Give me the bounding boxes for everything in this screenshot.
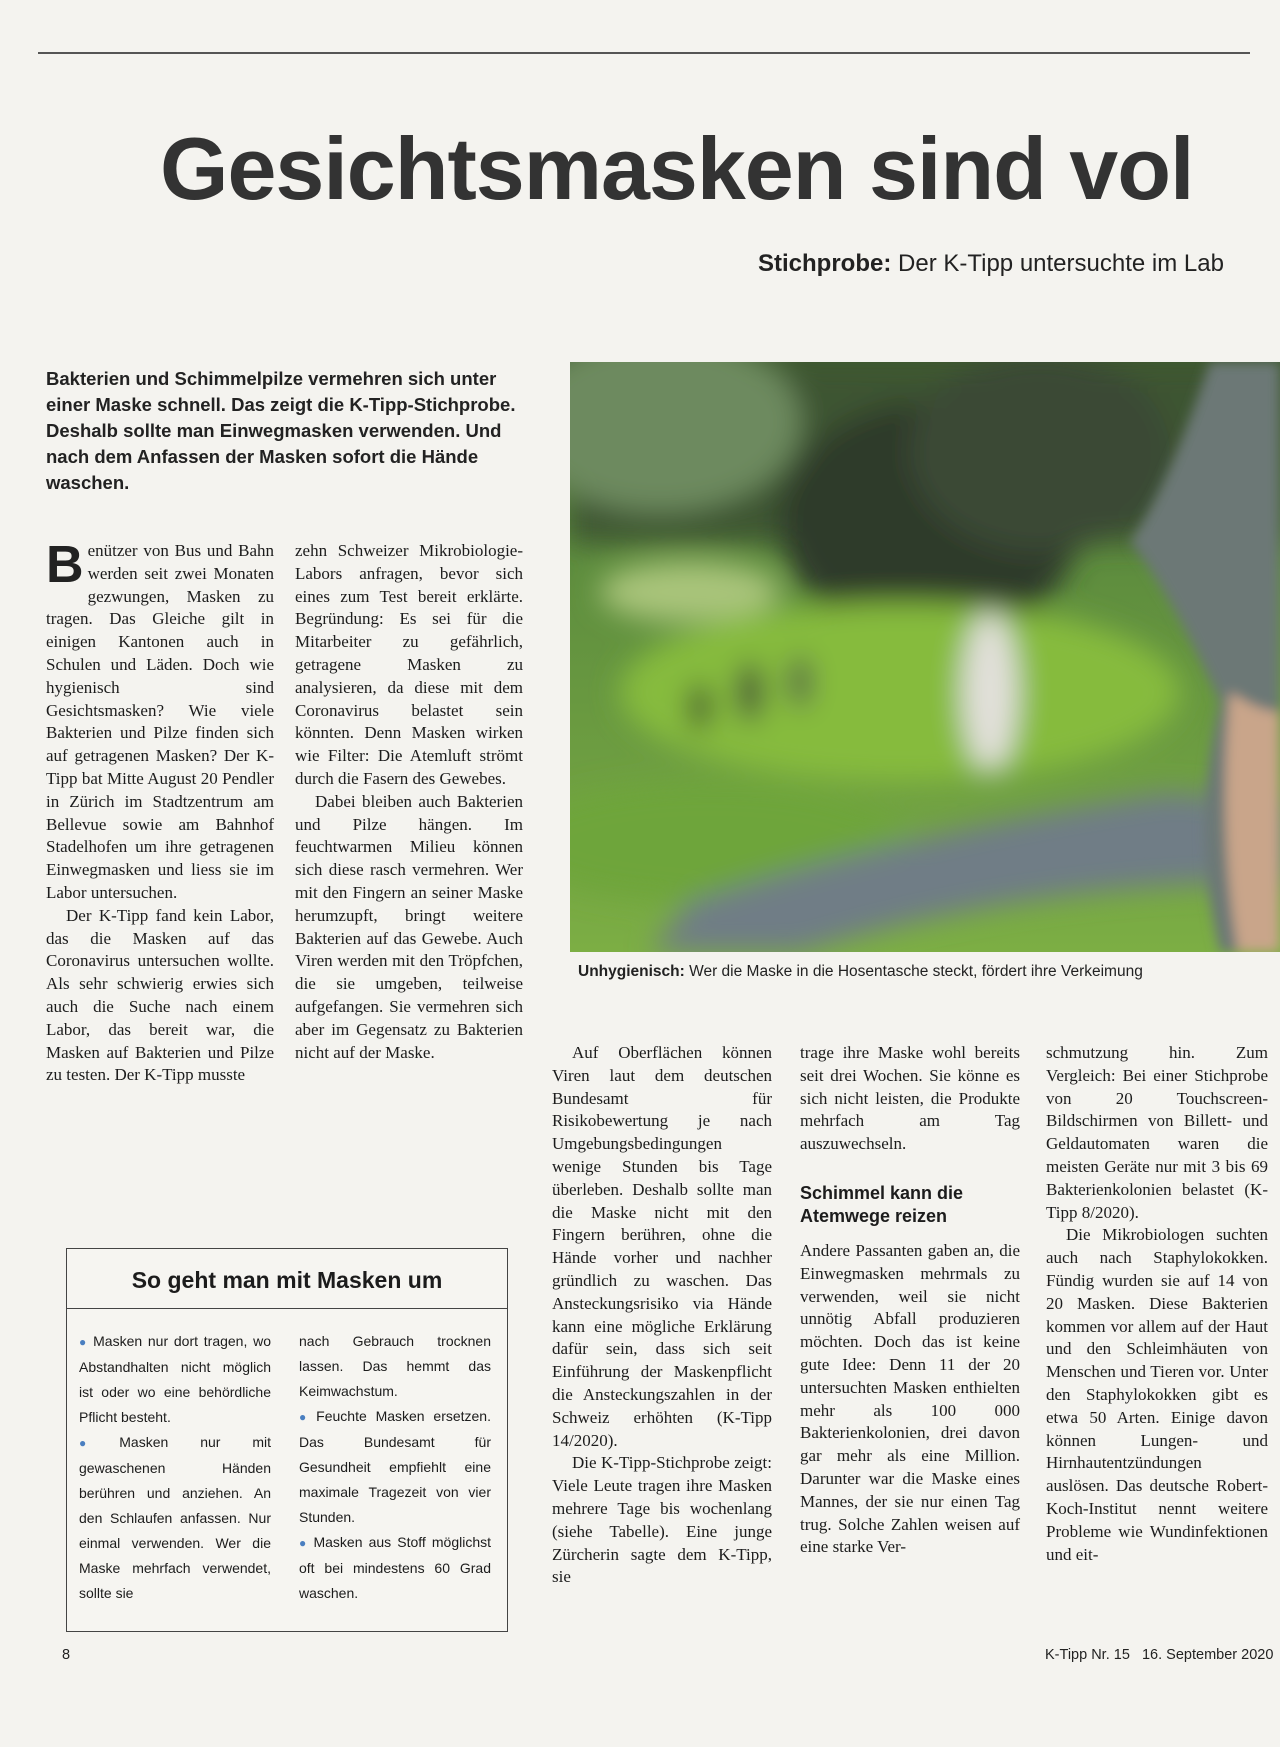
photo-caption xyxy=(578,963,1280,981)
paragraph: Dabei bleiben auch Bakterien und Pilze hängen. Im feuchtwarmen Milieu können sich diese rasch vermehren. Wer mit den Fingern an seiner Maske herumzupft, bringt weitere Bakterien auf das Gewebe. Auch Viren werden mit den Tröpfchen, die sie umgeben, teilweise aufgefangen. Sie vermehren sich aber im Gegensatz zu Bakterien nicht auf der Maske. xyxy=(295,791,523,1062)
issue-date: 16. September 2020 xyxy=(1141,1647,1274,1663)
bullet-icon: ● xyxy=(79,1436,115,1450)
issue-info xyxy=(1045,1647,1273,1663)
article-photo xyxy=(570,362,1280,952)
paragraph: schmutzung hin. Zum Vergleich: Bei einer Stichprobe von 20 Touchscreen-Bildschirmen von Billett- und Geldautomaten waren die meisten Geräte nur mit 3 bis 69 Bakterienkolonien belastet (K-Tipp 8/2020). xyxy=(1046,1043,1268,1222)
tip-item xyxy=(299,1534,491,1601)
issue-number: K-Tipp Nr. 15 xyxy=(1045,1647,1130,1663)
article-column-1 xyxy=(46,536,274,1087)
paragraph: Die Mikrobiologen suchten auch nach Staphylokokken. Fündig wurden sie auf 14 von 20 Masken. Diese Bakterien kommen vor allem auf der Haut und den Schleimhäuten von Menschen und Tieren vor. Unter den Staphylokokken gibt es etwa 50 Arten. Einige davon können Lungen- und Hirnhautentzündungen auslösen. Das deutsche Robert-Koch-Institut nennt weitere Probleme wie Wundinfektionen und eit- xyxy=(1046,1225,1268,1564)
paragraph-text: enützer von Bus und Bahn werden seit zwei Monaten gezwungen, Masken zu tragen. Das Gleiche gilt in einigen Kantonen auch in Schulen und Läden. Doch wie hygienisch sind Gesichtsmasken? Wie viele Bakterien und Pilze finden sich auf getragenen Masken? Der K-Tipp bat Mitte August 20 Pendler in Zürich im Stadtzentrum am Bellevue sowie am Bahnhof Stadelhofen um ihre getragenen Einwegmasken und liess sie im Labor untersuchen. xyxy=(46,541,274,902)
section-heading: Schimmel kann die Atemwege reizen xyxy=(800,1182,964,1226)
blurred-park-scene-image xyxy=(570,362,1280,952)
tip-item xyxy=(79,1434,271,1601)
tip-text: Masken nur dort tragen, wo Abstandhalten nicht möglich ist oder wo eine behördliche Pflicht besteht. xyxy=(79,1333,272,1425)
article-column-3 xyxy=(552,1042,772,1589)
paragraph: Der K-Tipp fand kein Labor, das die Masken auf das Coronavirus untersuchen wollte. Als sehr schwierig erwies sich auch die Suche nach einem Labor, das bereit war, die Masken auf Bakterien und Pilze zu testen. Der K-Tipp musste xyxy=(46,905,274,1085)
caption-text: Wer die Maske in die Hosentasche steckt, fördert ihre Verkeimung xyxy=(684,963,1143,980)
info-box-column-left xyxy=(67,1317,287,1606)
bullet-icon: ● xyxy=(299,1410,312,1424)
paragraph: Auf Oberflächen können Viren laut dem deutschen Bundesamt für Risikobewertung je nach Umgebungsbedingungen wenige Stunden bis Tage überleben. Deshalb sollte man die Maske nicht mit den Fingern berühren, ohne die Hände vorher und nachher gründlich zu waschen. Das Ansteckungsrisiko via Hände kann eine mögliche Erklärung dafür sein, dass sich seit Einführung der Maskenpflicht die Ansteckungszahlen in der Schweiz erhöhten (K-Tipp 14/2020). xyxy=(552,1043,772,1450)
paragraph: Andere Passanten gaben an, die Einwegmasken mehrmals zu verwenden, weil sie nicht unnötig Abfall produzieren möchten. Doch das ist keine gute Idee: Denn 11 der 20 untersuchten Masken enthielten mehr als 100 000 Bakterienkolonien, drei davon gar mehr als eine Million. Darunter war die Maske eines Mannes, der sie nur einen Tag trug. Solche Zahlen weisen auf eine starke Ver- xyxy=(800,1240,1020,1557)
paragraph: zehn Schweizer Mikrobiologie-Labors anfragen, bevor sich eines zum Test bereit erklärte. Begründung: Es sei für die Mitarbeiter zu gefährlich, getragene Masken zu analysieren, da diese mit dem Coronavirus belastet sein könnten. Denn Masken wirken wie Filter: Die Atemluft strömt durch die Fasern des Gewebes. xyxy=(295,541,523,788)
tip-text: Masken aus Stoff möglichst oft bei mindestens 60 Grad waschen. xyxy=(299,1534,491,1601)
subheadline xyxy=(758,250,1280,278)
article-column-2 xyxy=(295,540,523,1064)
tip-continuation: nach Gebrauch trocknen lassen. Das hemmt das Keimwachstum. xyxy=(299,1333,491,1399)
page-number: 8 xyxy=(62,1647,71,1663)
paragraph xyxy=(46,536,274,905)
lead-paragraph: Bakterien und Schimmelpilze vermehren sich unter einer Maske schnell. Das zeigt die K-Tipp-Stichprobe. Deshalb sollte man Einwegmasken verwenden. Und nach dem Anfassen der Masken sofort die Hände waschen. xyxy=(46,368,516,493)
subheadline-text: Der K-Tipp untersuchte im Lab xyxy=(891,250,1224,277)
bullet-icon: ● xyxy=(299,1536,309,1550)
paragraph: Die K-Tipp-Stichprobe zeigt: Viele Leute tragen ihre Masken mehrere Tage bis wochenlang (siehe Tabelle). Eine junge Zürcherin sagte dem K-Tipp, sie xyxy=(552,1453,772,1587)
caption-label: Unhygienisch: xyxy=(578,963,685,980)
bullet-icon: ● xyxy=(79,1335,89,1349)
article-column-4 xyxy=(800,1042,1020,1559)
subheadline-label: Stichprobe: xyxy=(758,250,892,277)
top-rule xyxy=(38,52,1250,54)
tip-item xyxy=(79,1333,271,1425)
tip-text: Masken nur mit gewaschenen Händen berühren und anziehen. An den Schlaufen anfassen. Nur einmal verwenden. Wer die Maske mehrfach verwendet, sollte sie xyxy=(79,1434,271,1601)
info-box-column-right xyxy=(287,1317,507,1606)
info-box-title: So geht man mit Masken um xyxy=(67,1249,507,1309)
drop-cap: B xyxy=(46,536,84,594)
tip-item xyxy=(299,1408,491,1525)
info-box-columns xyxy=(67,1317,507,1606)
info-box xyxy=(66,1248,508,1632)
paragraph: trage ihre Maske wohl bereits seit drei Wochen. Sie könne es sich nicht leisten, die Produkte mehrfach am Tag auszuwechseln. xyxy=(800,1043,1020,1154)
headline: Gesichtsmasken sind vol xyxy=(160,119,1194,218)
article-column-5 xyxy=(1046,1042,1268,1566)
tip-text: Feuchte Masken ersetzen. Das Bundesamt für Gesundheit empfiehlt eine maximale Tragezeit von vier Stunden. xyxy=(299,1408,491,1525)
